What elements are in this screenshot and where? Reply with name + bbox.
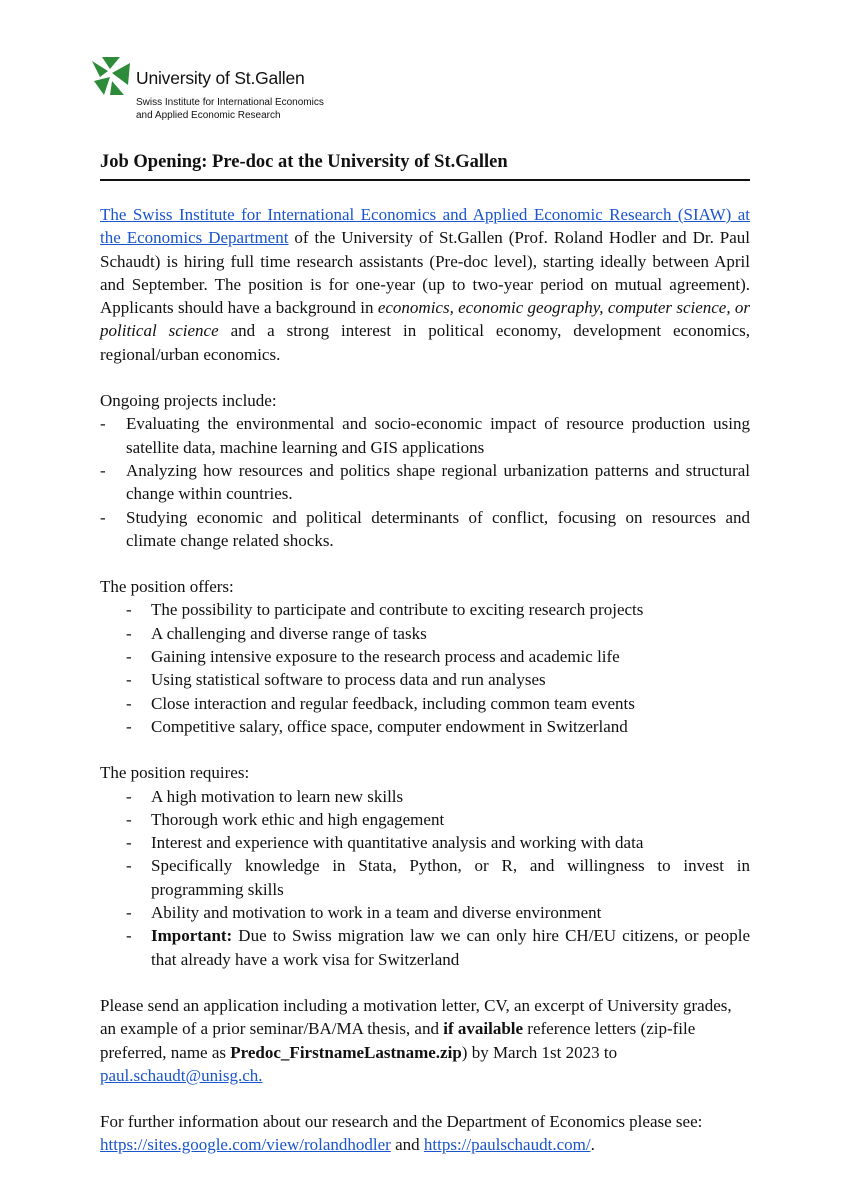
important-item: - Important: Due to Swiss migration law we can only hire CH/EU citizens, or people that already have a work visa for Switzerland [126,926,750,969]
email-link[interactable]: paul.schaudt@unisg.ch. [100,1065,263,1085]
list-item: - Thorough work ethic and high engagement [126,809,445,829]
list-item: - Close interaction and regular feedback, including common team events [126,693,635,713]
requires-heading: The position requires: [100,763,250,783]
application-paragraph: Please send an application including a motivation letter, CV, an excerpt of University grades, an example of a prior seminar/BA/MA thesis, and if available reference letters (zip-file preferred, name as Predoc_FirstnameLastname.zip) by March 1st 2023 to paul.schaudt@unisg.ch. [100,995,732,1085]
further-info-paragraph: For further information about our research and the Department of Economics please see: https://sites.google.com/view/rolandhodler and https://paulschaudt.com/. [100,1112,703,1155]
university-logo-icon [90,55,132,97]
list-item: - Competitive salary, office space, computer endowment in Switzerland [126,716,628,736]
intro-fields: economics, economic geography, computer science, or political science [100,298,751,341]
list-item: - Evaluating the environmental and socio-economic impact of resource production using satellite data, machine learning and GIS applications [100,414,750,457]
projects-list [100,412,750,552]
list-item: - A high motivation to learn new skills [126,786,404,806]
offers-list [100,598,750,738]
letterhead [90,52,490,132]
requires-list [100,785,750,971]
offers-heading: The position offers: [100,577,234,597]
document-body [100,203,750,1157]
siaw-link[interactable]: The Swiss Institute for International Economics and Applied Economic Research (SIAW) at the Economics Department [100,205,750,248]
rolandhodler-link[interactable]: https://sites.google.com/view/rolandhodler [100,1135,391,1155]
list-item: - A challenging and diverse range of tasks [126,623,427,643]
projects-heading: Ongoing projects include: [100,391,277,411]
intro-text-b: and a strong interest in political economy, development economics, regional/urban economics. [100,321,750,364]
list-item: - The possibility to participate and contribute to exciting research projects [126,600,644,620]
paulschaudt-link[interactable]: https://paulschaudt.com/ [423,1135,591,1155]
list-item: - Gaining intensive exposure to the research process and academic life [126,647,620,667]
intro-text-a: of the University of St.Gallen (Prof. Roland Hodler and Dr. Paul Schaudt) is hiring full time research assistants (Pre-doc level), starting ideally between April and September. The position is for one-year (up to two-year period on mutual agreement). Applicants should have a background in [100,228,750,318]
list-item: - Analyzing how resources and politics shape regional urbanization patterns and structural change within countries. [100,460,750,504]
list-item: - Interest and experience with quantitative analysis and working with data [126,833,644,853]
page-title: Job Opening: Pre-doc at the University of St.Gallen [100,152,508,172]
institute-name-line-2: and Applied Economic Research [136,110,281,121]
institute-name-line-1: Swiss Institute for International Economics [136,97,324,108]
list-item: - Studying economic and political determinants of conflict, focusing on resources and climate change related shocks. [100,507,750,550]
important-label: Important: [151,926,233,946]
list-item: - Using statistical software to process data and run analyses [126,670,546,690]
list-item: - Ability and motivation to work in a team and diverse environment [126,903,602,923]
university-name: University of St.Gallen [136,68,305,88]
intro-paragraph [100,203,750,366]
title-divider [100,179,750,181]
if-available-bold: if available [443,1019,524,1039]
list-item: - Specifically knowledge in Stata, Python, or R, and willingness to invest in programming skills [126,856,750,899]
filename-bold: Predoc_FirstnameLastname.zip [230,1042,462,1062]
